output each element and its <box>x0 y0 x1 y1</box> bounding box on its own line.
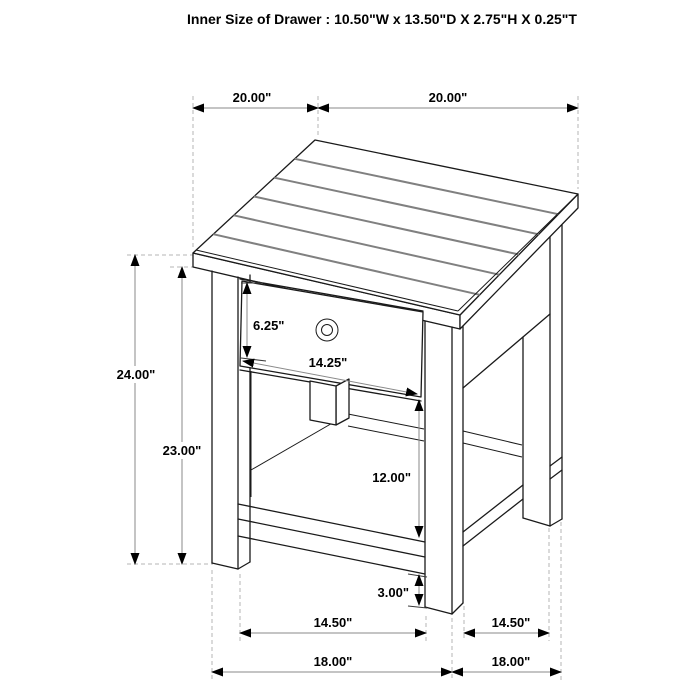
center-support-block <box>310 379 349 425</box>
end-table-drawing <box>193 140 578 614</box>
dimension-label: 3.00" <box>377 585 409 600</box>
support-side-face <box>336 379 349 425</box>
shelf-side-top-edge <box>463 485 523 532</box>
right-side <box>463 314 562 546</box>
leg-foot <box>523 518 550 526</box>
dimension-top-width-left <box>193 90 318 108</box>
leg-foot <box>212 563 238 569</box>
back-right-leg <box>523 225 562 526</box>
dimension-top-width-right <box>318 90 578 108</box>
dimension-label: 18.00" <box>313 654 353 669</box>
dimension-overall-height <box>110 255 162 564</box>
dimension-side-outer-depth <box>452 654 561 672</box>
dimension-under-top-height <box>156 267 208 564</box>
dimension-side-opening-depth <box>464 615 549 633</box>
support-front-face <box>310 381 336 425</box>
dimension-label: 12.00" <box>372 470 411 485</box>
leg-foot <box>550 519 562 526</box>
dimension-front-outer-width <box>212 654 452 672</box>
shelf-top-front-edge <box>238 519 425 557</box>
back-rail-top-edge <box>348 414 424 429</box>
dimension-label: 20.00" <box>232 90 272 105</box>
dimension-label: 24.00" <box>116 367 156 382</box>
diagram-title: Inner Size of Drawer : 10.50"W x 13.50"D X 2.75"H X 0.25"T <box>187 11 577 27</box>
lower-shelf <box>238 504 425 574</box>
side-apron-bottom-edge <box>463 314 550 388</box>
dimension-label: 14.50" <box>491 615 531 630</box>
front-right-leg <box>425 321 463 614</box>
dimension-label: 6.25" <box>253 318 285 333</box>
dimension-label: 20.00" <box>428 90 468 105</box>
dimension-front-opening-width <box>240 615 426 633</box>
leg-foot <box>238 562 250 569</box>
dimension-shelf-to-floor <box>378 574 427 608</box>
dimension-label: 14.50" <box>313 615 353 630</box>
shelf-side-sliver <box>550 457 562 466</box>
back-rail-top-edge <box>463 431 522 445</box>
dimension-tick <box>408 606 427 608</box>
dimension-label: 18.00" <box>491 654 531 669</box>
shelf-side-sliver <box>550 470 562 479</box>
back-rail-bottom-edge <box>463 443 522 457</box>
leg-foot <box>425 607 452 614</box>
shelf-bottom-edge <box>238 536 425 574</box>
shelf-top-back-edge <box>238 504 425 542</box>
shelf-side-bottom-edge <box>463 499 523 546</box>
dimension-label: 23.00" <box>162 443 202 458</box>
leg-foot <box>452 603 463 614</box>
back-rail-bottom-edge <box>348 426 424 441</box>
dimension-label: 14.25" <box>308 355 348 370</box>
